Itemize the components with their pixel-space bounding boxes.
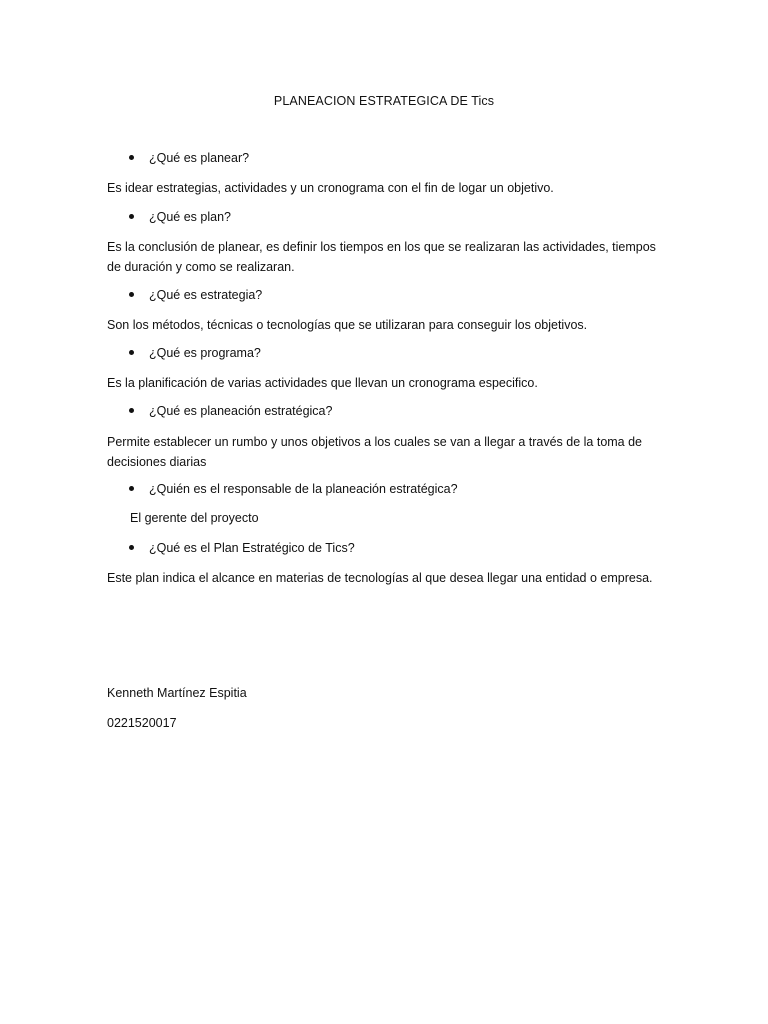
question-item (129, 404, 332, 418)
bullet-icon (129, 350, 134, 355)
question-text: ¿Qué es planear? (149, 151, 250, 165)
bullet-icon (129, 155, 134, 160)
question-text: ¿Qué es el Plan Estratégico de Tics? (149, 541, 355, 555)
question-item (129, 346, 261, 360)
question-item (129, 210, 231, 224)
question-item (129, 151, 249, 165)
bullet-icon (129, 292, 134, 297)
bullet-icon (129, 408, 134, 413)
question-text: ¿Qué es plan? (149, 210, 231, 224)
bullet-icon (129, 545, 134, 550)
bullet-icon (129, 486, 134, 491)
answer-paragraph: Este plan indica el alcance en materias de tecnologías al que desea llegar una entidad o empresa. (107, 571, 653, 585)
bullet-icon (129, 214, 134, 219)
question-item (129, 541, 355, 555)
question-item (129, 288, 262, 302)
answer-paragraph: Son los métodos, técnicas o tecnologías que se utilizaran para conseguir los objetivos. (107, 318, 588, 332)
answer-paragraph: Es la conclusión de planear, es definir los tiempos en los que se realizaran las actividades, tiempos de duración y como se realizaran. (107, 240, 656, 274)
answer-paragraph: El gerente del proyecto (130, 511, 259, 525)
question-text: ¿Qué es programa? (149, 346, 261, 360)
author-name: Kenneth Martínez Espitia (107, 686, 247, 700)
answer-paragraph: Es la planificación de varias actividades que llevan un cronograma especifico. (107, 376, 538, 390)
question-text: ¿Qué es estrategia? (149, 288, 263, 302)
student-id: 0221520017 (107, 716, 177, 730)
question-text: ¿Quién es el responsable de la planeación estratégica? (149, 482, 458, 496)
question-text: ¿Qué es planeación estratégica? (149, 404, 333, 418)
document-title: PLANEACION ESTRATEGICA DE Tics (273, 94, 495, 108)
question-item (129, 482, 458, 496)
answer-paragraph: Permite establecer un rumbo y unos objetivos a los cuales se van a llegar a través de la toma de decisiones diarias (107, 435, 643, 469)
answer-paragraph: Es idear estrategias, actividades y un cronograma con el fin de logar un objetivo. (107, 181, 554, 195)
